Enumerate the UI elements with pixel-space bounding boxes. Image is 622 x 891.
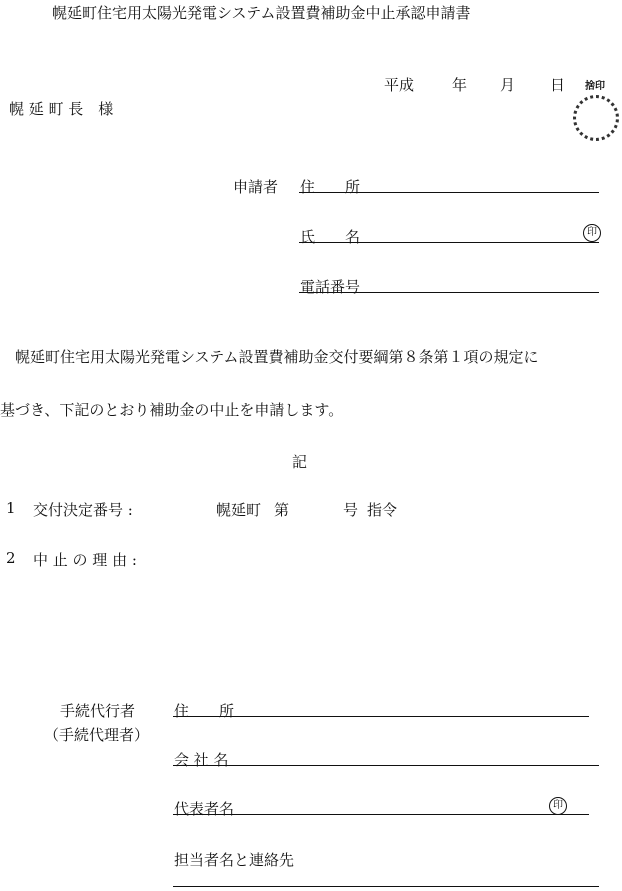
item1-shirei: 指令 (367, 501, 398, 519)
addressee: 幌 延 町 長 様 (9, 100, 114, 118)
item1-dai: 第 (274, 501, 290, 519)
applicant-name-label: 氏 名 (300, 228, 361, 246)
agent-contact-field[interactable] (173, 886, 599, 887)
applicant-phone-field[interactable] (299, 292, 599, 293)
body-line-1: 幌延町住宅用太陽光発電システム設置費補助金交付要綱第８条第１項の規定に (15, 348, 539, 366)
agent-address-field[interactable] (173, 716, 589, 717)
agent-heading-1: 手続代行者 (60, 702, 136, 720)
ki-heading: 記 (292, 453, 308, 471)
agent-heading-2: （手続代理者） (44, 726, 150, 744)
date-month-unit: 月 (500, 76, 516, 94)
agent-contact-label: 担当者名と連絡先 (174, 851, 295, 869)
applicant-seal-mark: 印 (583, 224, 601, 242)
body-line-2: 基づき、下記のとおり補助金の中止を申請します。 (0, 401, 344, 419)
item2-number: 2 (6, 549, 16, 567)
item1-number: 1 (6, 499, 16, 517)
agent-address-label: 住 所 (174, 702, 235, 720)
item1-go: 号 (343, 501, 359, 519)
date-era: 平成 (384, 76, 415, 94)
agent-rep-field[interactable] (173, 814, 589, 815)
applicant-heading: 申請者 (233, 178, 279, 196)
agent-rep-label: 代表者名 (174, 800, 235, 818)
applicant-address-field[interactable] (299, 192, 599, 193)
item2-label: 中 止 の 理 由 : (33, 551, 137, 569)
item1-prefix: 幌延町 (216, 501, 262, 519)
document-title: 幌延町住宅用太陽光発電システム設置費補助金中止承認申請書 (52, 4, 471, 22)
date-day-unit: 日 (550, 76, 566, 94)
item1-label: 交付決定番号 : (33, 501, 133, 519)
applicant-address-label: 住 所 (300, 178, 361, 196)
seal-circle-icon (573, 95, 619, 141)
applicant-phone-label: 電話番号 (300, 278, 361, 296)
applicant-name-field[interactable] (299, 242, 599, 243)
agent-company-field[interactable] (173, 765, 599, 766)
stamp-label: 捨印 (585, 81, 605, 92)
agent-company-label: 会 社 名 (174, 751, 229, 769)
date-year-unit: 年 (452, 76, 468, 94)
agent-seal-mark: 印 (549, 797, 567, 815)
